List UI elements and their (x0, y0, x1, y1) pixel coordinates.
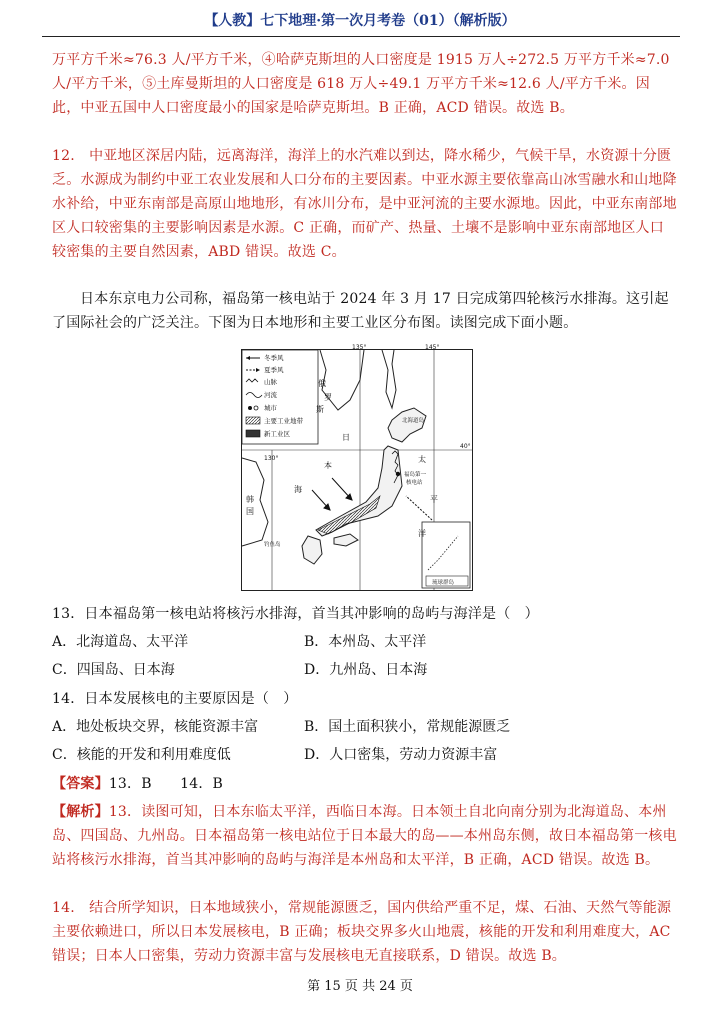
answer-label: 【答案】 (52, 776, 109, 792)
q14-option-d: D．人口密集，劳动力资源丰富 (304, 747, 498, 763)
question-13-options-row2 (52, 658, 678, 682)
explanation-14: 14. 结合所学知识，日本地域狭小，常规能源匮乏，国内供给严重不足，煤、石油、天然气等能源主要依赖进口，所以日本发展核电，B 正确；板块交界多火山地震，核能的开发和利用难度大，AC 错误；日本人口密集，劳动力资源丰富与发展核电无直接联系，D 错误。故选 B。 (52, 900, 672, 964)
q14-option-c: C．核能的开发和利用难度低 (52, 747, 231, 763)
q13-option-a: A．北海道岛、太平洋 (52, 634, 189, 650)
page-footer: 第 15 页 共 24 页 (307, 979, 413, 994)
place-fukushima: 福岛第一 (404, 472, 427, 478)
place-han: 韩 (246, 495, 254, 504)
place-hokkaido: 北海道岛 (402, 418, 425, 424)
lon-label-135: 135° (352, 344, 367, 351)
place-hai: 海 (294, 485, 302, 494)
place-si: 斯 (316, 405, 324, 414)
lon-label-145: 145° (425, 344, 440, 351)
place-luo: 罗 (324, 393, 332, 402)
legend-summer-monsoon: 夏季风 (264, 366, 284, 374)
legend-mountain: 山脉 (264, 378, 277, 386)
place-e: 俄 (318, 379, 326, 388)
japan-map (242, 344, 472, 590)
q13-option-d: D．九州岛、日本海 (304, 662, 428, 678)
place-fukushima-line2: 核电站 (406, 480, 423, 486)
japan-map-figure (241, 344, 473, 591)
q14-option-a: A．地处板块交界，核能资源丰富 (52, 719, 259, 735)
question-14-stem: 14．日本发展核电的主要原因是（ ） (52, 691, 298, 707)
legend-new-industrial-zone: 新工业区 (264, 430, 290, 438)
legend-winter-monsoon: 冬季风 (264, 354, 284, 362)
place-ping: 平 (430, 495, 438, 504)
lon-label-130: 130° (264, 455, 279, 462)
question-14-options-row1 (52, 715, 678, 739)
legend-city: 城市 (264, 404, 277, 412)
q13-option-b: B．本州岛、太平洋 (304, 634, 427, 650)
question-14-options-row2 (52, 743, 678, 767)
explanation-13-text: 13．读图可知，日本东临太平洋，西临日本海。日本领土自北向南分别为北海道岛、本州岛、四国岛、九州岛。日本福岛第一核电站位于日本最大的岛——本州岛东侧，故日本福岛第一核电站将核污水排海，首当其冲影响的岛屿与海洋是本州岛和太平洋，B 正确，ACD 错误。故选 B。 (52, 804, 677, 868)
place-guo: 国 (246, 507, 254, 516)
page-header: 【人教】七下地理·第一次月考卷（01）（解析版） (204, 13, 516, 29)
fukushima-marker (396, 472, 400, 476)
q13-option-c: C．四国岛、日本海 (52, 662, 175, 678)
question-13-options-row1 (52, 630, 678, 654)
question-13-stem: 13．日本福岛第一核电站将核污水排海，首当其冲影响的岛屿与海洋是（ ） (52, 606, 539, 622)
header-rule (42, 36, 680, 37)
place-ben: 本 (324, 461, 332, 470)
legend-industrial-belt: 主要工业地带 (264, 417, 303, 425)
answer-line (52, 772, 678, 796)
question-intro: 日本东京电力公司称，福岛第一核电站于 2024 年 3 月 17 日完成第四轮核污水排海。这引起了国际社会的广泛关注。下图为日本地形和主要工业区分布图。读图完成下面小题。 (52, 291, 669, 331)
place-diaoyu: 钓鱼岛 (264, 542, 281, 548)
q14-option-b: B．国土面积狭小，常规能源匮乏 (304, 719, 511, 735)
explanation-label: 【解析】 (52, 804, 109, 820)
place-tai: 太 (418, 455, 426, 464)
answer-text: 13．B 14．B (108, 776, 224, 792)
place-ri: 日 (342, 433, 350, 442)
lat-label-40: 40° (460, 443, 471, 450)
legend-river: 河流 (264, 391, 277, 399)
place-yang: 洋 (418, 529, 426, 538)
explanation-11-continued: 万平方千米≈76.3 人/平方千米，④哈萨克斯坦的人口密度是 1915 万人÷272.5 万平方千米≈7.0 人/平方千米，⑤土库曼斯坦的人口密度是 618 万人÷49.1 万平方千米≈12.6 人/平方千米。因此，中亚五国中人口密度最小的国家是哈萨克斯坦。B 正确，ACD 错误。故选 B。 (52, 52, 670, 116)
explanation-12: 12. 中亚地区深居内陆，远离海洋，海洋上的水汽难以到达，降水稀少，气候干旱，水资源十分匮乏。水源成为制约中亚工农业发展和人口分布的主要因素。中亚水源主要依靠高山冰雪融水和山地降水补给，中亚东南部是高原山地地形，有冰川分布，是中亚河流的主要水源地。因此，中亚东南部地区人口较密集的主要影响因素是水源。C 正确，而矿产、热量、土壤不是影响中亚东南部地区人口较密集的主要自然因素，ABD 错误。故选 C。 (52, 148, 677, 260)
inset-label: 琉球群岛 (432, 580, 455, 586)
explanation-13 (52, 800, 678, 872)
